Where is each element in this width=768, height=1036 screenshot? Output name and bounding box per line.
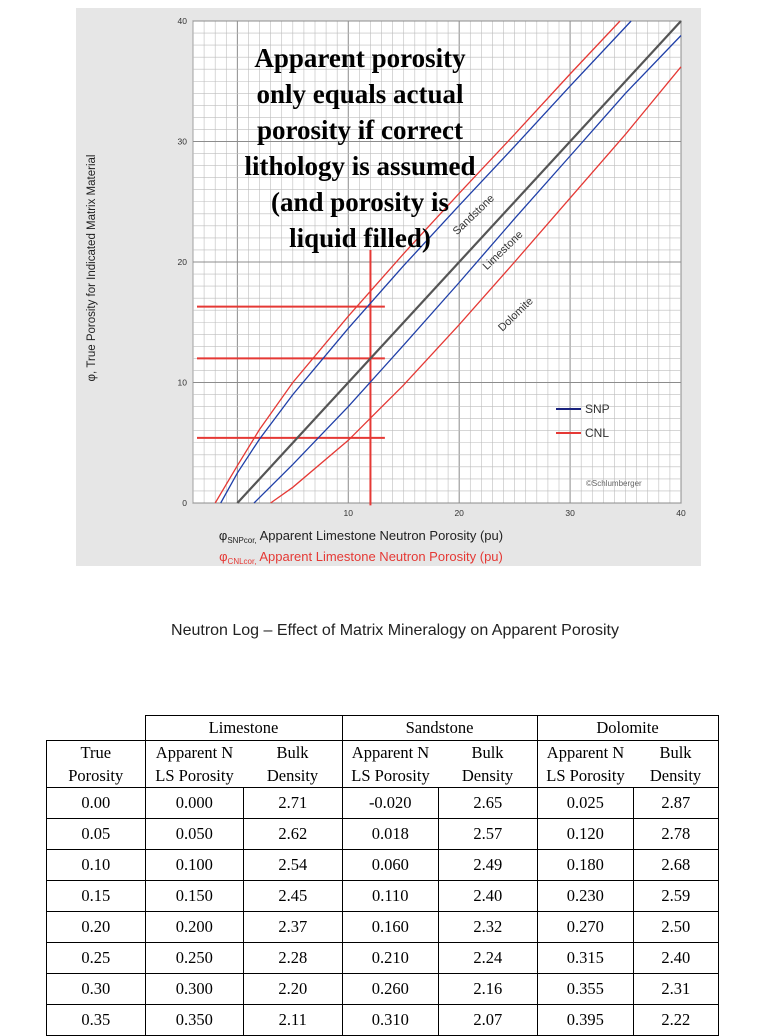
true-porosity-header: True <box>47 741 146 765</box>
table-cell: 2.65 <box>439 788 538 819</box>
table-row <box>47 1005 719 1036</box>
table-cell: 2.57 <box>439 819 538 850</box>
subheader-bulk: Bulk <box>439 741 538 765</box>
table-row <box>47 850 719 881</box>
table-cell: 2.45 <box>244 881 343 912</box>
table-row <box>47 974 719 1005</box>
table-subheader-row-1 <box>47 741 719 765</box>
y-tick-label: 10 <box>177 377 187 388</box>
y-tick-label: 40 <box>177 16 187 26</box>
table-cell: 0.150 <box>145 881 244 912</box>
x-tick-label: 20 <box>454 508 464 518</box>
table-cell: 0.350 <box>145 1005 244 1036</box>
table-cell: 2.40 <box>439 881 538 912</box>
table-cell: 2.40 <box>634 943 719 974</box>
table-cell: 2.20 <box>244 974 343 1005</box>
y-tick-label: 20 <box>177 257 187 267</box>
table-cell: 0.250 <box>145 943 244 974</box>
x-tick-label: 10 <box>343 508 354 518</box>
y-tick-label: 0 <box>182 498 187 508</box>
table-cell: 2.24 <box>439 943 538 974</box>
table-cell: 0.310 <box>342 1005 439 1036</box>
table-cell: 0.355 <box>537 974 634 1005</box>
table-cell: 0.35 <box>47 1005 146 1036</box>
table-cell: 0.05 <box>47 819 146 850</box>
table-cell: 0.120 <box>537 819 634 850</box>
table-cell: 0.270 <box>537 912 634 943</box>
subheader-density: Density <box>634 764 719 788</box>
table-row <box>47 819 719 850</box>
table-cell: 0.15 <box>47 881 146 912</box>
chart-callout: Apparent porosity only equals actual porosity if correct lithology is assumed (and porosity is liquid filled) <box>244 43 476 253</box>
table-cell: 2.50 <box>634 912 719 943</box>
copyright-text: ©Schlumberger <box>586 479 642 488</box>
table-cell: 0.315 <box>537 943 634 974</box>
subheader-density: Density <box>244 764 343 788</box>
table-cell: 2.32 <box>439 912 538 943</box>
table-row <box>47 881 719 912</box>
table-cell: 0.230 <box>537 881 634 912</box>
table-cell: 0.110 <box>342 881 439 912</box>
table-cell: 0.00 <box>47 788 146 819</box>
group-header-dolomite: Dolomite <box>537 716 718 741</box>
table-row <box>47 912 719 943</box>
x-axis-label-snp: $\varphi_{SNPcor,}$ Apparent Limestone Neutron Porosity (pu) <box>218 528 504 545</box>
curve-label-sandstone: Sandstone <box>450 192 497 238</box>
table-cell: 2.49 <box>439 850 538 881</box>
figure-caption: Neutron Log – Effect of Matrix Mineralogy on Apparent Porosity <box>171 622 619 639</box>
table-cell: 2.59 <box>634 881 719 912</box>
table-cell: 2.11 <box>244 1005 343 1036</box>
table-cell: 0.025 <box>537 788 634 819</box>
table-cell: 2.78 <box>634 819 719 850</box>
table-cell: 2.37 <box>244 912 343 943</box>
curve-label-limestone: Limestone <box>480 228 526 273</box>
table-cell: 0.180 <box>537 850 634 881</box>
table-cell: 0.300 <box>145 974 244 1005</box>
table-cell: 0.100 <box>145 850 244 881</box>
table-cell: 2.16 <box>439 974 538 1005</box>
table-cell: 2.87 <box>634 788 719 819</box>
x-tick-label: 30 <box>565 508 575 518</box>
y-axis-label: φ, True Porosity for Indicated Matrix Material <box>86 154 98 382</box>
table-cell: 0.060 <box>342 850 439 881</box>
table-cell: 0.200 <box>145 912 244 943</box>
table-cell: 0.160 <box>342 912 439 943</box>
table-cell: 0.050 <box>145 819 244 850</box>
table-cell: 2.68 <box>634 850 719 881</box>
table-cell: 0.30 <box>47 974 146 1005</box>
table-cell: 0.10 <box>47 850 146 881</box>
empty-header-cell <box>47 716 146 741</box>
x-axis-label-cnl: $\varphi_{CNLcor,}$ Apparent Limestone Neutron Porosity (pu) <box>219 549 503 566</box>
subheader-density: Density <box>439 764 538 788</box>
table-cell: 2.71 <box>244 788 343 819</box>
table-cell: 2.62 <box>244 819 343 850</box>
subheader-apparent: Apparent N <box>537 741 634 765</box>
y-tick-label: 30 <box>177 136 187 147</box>
table-cell: 0.018 <box>342 819 439 850</box>
porosity-table <box>46 715 719 1036</box>
legend-label-snp: SNP <box>585 402 610 416</box>
table-cell: 0.260 <box>342 974 439 1005</box>
subheader-ls-porosity: LS Porosity <box>537 764 634 788</box>
table-cell: 0.000 <box>145 788 244 819</box>
group-header-sandstone: Sandstone <box>342 716 537 741</box>
table-cell: 0.20 <box>47 912 146 943</box>
true-porosity-header: Porosity <box>47 764 146 788</box>
subheader-bulk: Bulk <box>244 741 343 765</box>
legend-label-cnl: CNL <box>585 426 610 440</box>
table-row <box>47 788 719 819</box>
table-cell: 2.22 <box>634 1005 719 1036</box>
subheader-bulk: Bulk <box>634 741 719 765</box>
table-group-header-row <box>47 716 719 741</box>
table-cell: 2.28 <box>244 943 343 974</box>
table-cell: 2.07 <box>439 1005 538 1036</box>
table-row <box>47 943 719 974</box>
table-cell: 2.31 <box>634 974 719 1005</box>
table-cell: 0.210 <box>342 943 439 974</box>
table-cell: 0.395 <box>537 1005 634 1036</box>
group-header-limestone: Limestone <box>145 716 342 741</box>
chart-panel <box>76 8 701 566</box>
subheader-ls-porosity: LS Porosity <box>145 764 244 788</box>
table-cell: 2.54 <box>244 850 343 881</box>
subheader-ls-porosity: LS Porosity <box>342 764 439 788</box>
table-cell: 0.25 <box>47 943 146 974</box>
subheader-apparent: Apparent N <box>342 741 439 765</box>
table-subheader-row-2 <box>47 764 719 788</box>
table-cell: -0.020 <box>342 788 439 819</box>
curve-label-dolomite: Dolomite <box>496 295 536 335</box>
subheader-apparent: Apparent N <box>145 741 244 765</box>
x-tick-label: 40 <box>676 508 686 518</box>
